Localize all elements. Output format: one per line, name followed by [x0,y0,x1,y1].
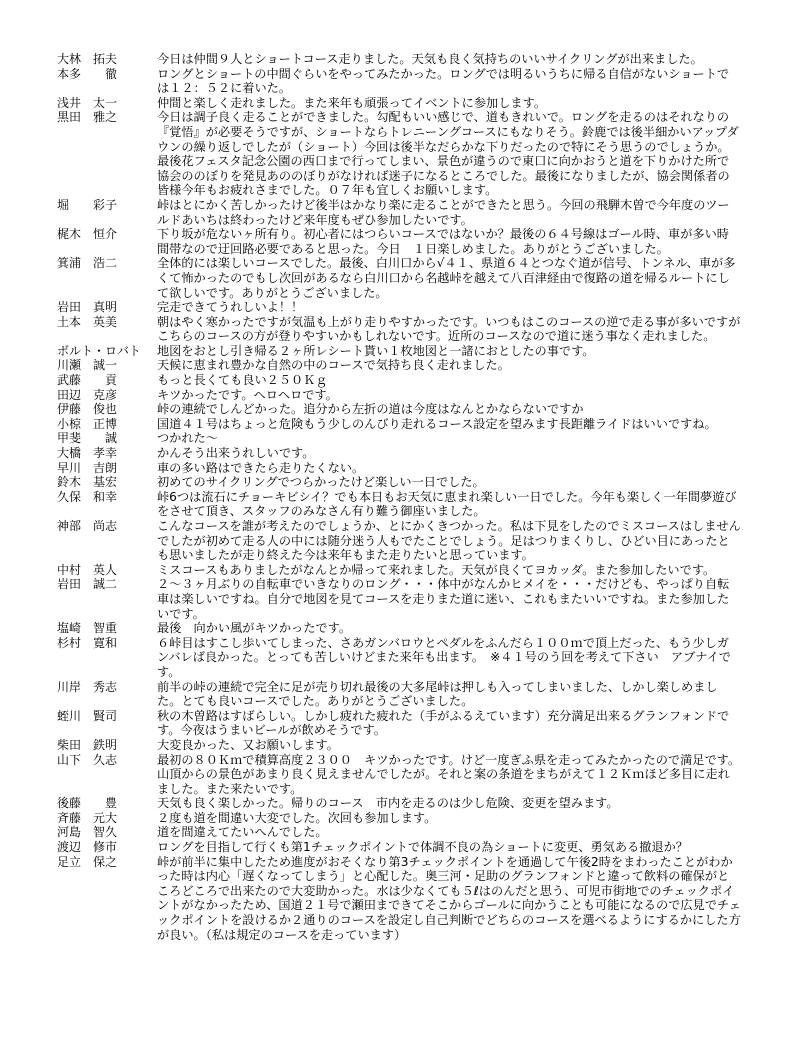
participant-name: 中村 英人 [57,562,118,577]
comment-entry [0,227,803,256]
comment-entry [0,402,803,417]
comment-entry [0,417,803,432]
participant-name: 梶木 恒介 [57,227,118,242]
participant-name: 田辺 克彦 [57,387,118,402]
participant-name: 神部 尚志 [57,519,118,533]
comment-entry [0,67,803,96]
participant-name: 甲斐 誠 [57,431,118,446]
comment-entry [0,855,803,943]
comment-entry [0,373,803,388]
comment-entry [0,461,803,476]
participant-comment: 下り坂が危ないヶ所有り。初心者にはつらいコースではないか？最後の６４号線はゴール時、車が多い時間帯なので迂回路必要であると思った。今日 １日楽しめました。ありがとうございました。 [157,227,729,256]
comment-entry [0,563,803,578]
comment-entry [0,358,803,373]
participant-name: 浅井 太一 [57,95,118,110]
comment-entry [0,96,803,111]
comment-list [0,52,803,942]
comment-entry [0,300,803,315]
participant-comment: ミスコースもありましたがなんとか帰って来れました。天気が良くてヨカッダ。また参加したいです。 [157,562,716,577]
participant-name: 鈴木 基宏 [57,475,118,490]
participant-comment: 朝はやく寒かったですが気温も上がり走りやすかったです。いつもはこのコースの逆で走る事が多いですがこちらのコースの方が登りやすいかもしれないです。近所のコースなので道に迷う事なく走れました。 [157,314,741,344]
comment-entry [0,52,803,67]
participant-comment: 峠の連続でしんどかった。追分から左折の道は今度はなんとかならないですか [157,402,584,417]
participant-comment: ロングとショートの中間ぐらいをやってみたかった。ロングでは明るいうちに帰る自信がないショートでは１２：５２に着いた。 [157,66,730,96]
participant-name: 早川 吉朗 [57,460,118,475]
participant-name: 大林 拓夫 [57,52,118,66]
participant-name: 土本 英美 [57,314,118,329]
participant-name: 河島 智久 [57,825,118,840]
participant-comment: 道を間違えてたいへんでした。 [157,825,328,840]
comment-entry [0,446,803,461]
participant-comment: 全体的には楽しいコースでした。最後、白川口から√４１、県道６４とつなぐ道が信号、トンネル、車が多くて怖かったのでもし次回があるなら白川口から名越峠を越えて八百津経由で復路の道を帰るルートにして欲しいです。ありがとうございました。 [157,256,736,300]
comment-entry [0,825,803,840]
participant-name: 斉藤 元大 [57,810,118,825]
participant-comment: 最後 向かい風がキツかったです。 [157,621,352,636]
comment-entry [0,840,803,855]
participant-name: ボルト・ロバト [57,343,141,358]
participant-name: 久保 和幸 [57,489,118,504]
participant-comment: ロングを目指して行くも第1チェックポイントで体調不良の為ショートに変更、勇気ある撤退か？ [157,840,688,855]
participant-name: 山下 久志 [57,752,118,767]
participant-comment: 国道４１号はちょっと危険もう少しのんびり走れるコース設定を望みます長距離ライドはいいですね。 [157,416,717,431]
participant-name: 柴田 鉄明 [57,737,118,752]
participant-name: 岩田 真明 [57,300,118,315]
comment-entry [0,198,803,227]
participant-name: 堀 彩子 [57,197,118,212]
participant-comment: 峠6つは流石にチョーキビシイ？でも本日もお天気に恵まれ楽しい一日でした。今年も楽しく一年間夢遊びをさせて頂き、スタッフのみなさん有り難う御座いました。 [157,489,737,519]
participant-comment: 秋の木曽路はすばらしい。しかし疲れた疲れた（手がふるえています）充分満足出来るグランフォンドです。今夜はうまいビールが飲めそうです。 [157,708,730,738]
comment-entry [0,753,803,797]
comment-entry [0,636,803,680]
participant-name: 大橋 孝幸 [57,446,118,461]
comment-entry [0,796,803,811]
participant-comment: 今日は仲間９人とショートコース走りました。天気も良く気持ちのいいサイクリングが出来ました。 [157,52,703,66]
participant-comment: こんなコースを誰が考えたのでしょうか、とにかくきつかった。私は下見をしたのでミスコースはしませんでしたが初めて走る人の中には随分迷う人もでたことでしょう。足はつりまくりし、ひどい目にあったとも思いましたが走り終えた今は来年もまた走りたいと思っています。 [157,519,741,563]
participant-comment: もっと長くても良い２５０Ｋｇ [157,373,328,388]
participant-comment: つかれた～ [157,431,218,446]
participant-comment: 天候に恵まれ豊かな自然の中のコースで気持ち良く走れました。 [157,358,510,373]
participant-name: 武藤 貢 [57,373,118,388]
comment-entry [0,475,803,490]
comment-entry [0,344,803,359]
participant-comment: ６峠目はすこし歩いてしまった、さあガンバロウとペダルをふんだら１００ｍで頂上だった、もう少しガンバレば良かった。とっても苦しいけどまた来年も出ます。 ※４１号のう回を考えて下さい アブナイです。 [157,635,731,679]
comment-entry [0,256,803,300]
comment-entry [0,621,803,636]
comment-entry [0,388,803,403]
participant-comment: 完走できてうれしいよ！！ [157,300,304,315]
participant-comment: 峠が前半に集中したため進度がおそくなり第3チェックポイントを通過して午後2時をまわったことがわかった時は内心「遅くなってしまう」と心配した。奥三河・足助のグランフォンドと違って飲料の確保がところどころで出来たので大変助かった。水は少なくても５ℓはのんだと思う、可児市街地でのチェックポイントがなかったため、国道２１号で瀬田まできてそこからゴールに向かうことも可能になるので広見でチェックポイントを設けるか２通りのコースを設定し自己判断でどちらのコースを選べるようにするかにした方が良い。（私は規定のコースを走っています） [157,854,741,942]
participant-name: 黒田 雅之 [57,110,118,125]
participant-comment: キツかったです。ヘロヘロです。 [157,387,338,402]
participant-name: 川瀬 誠一 [57,358,118,373]
participant-comment: 仲間と楽しく走れました。また来年も頑張ってイベントに参加します。 [157,95,547,110]
participant-name: 後藤 豊 [57,796,118,811]
participant-comment: 今日は調子良く走ることができました。勾配もいい感じで、道もきれいで。ロングを走るのはそれなりの『覚悟』が必要そうですが、ショートならトレニーングコースにもなりそう。鈴鹿では後半細かいアップダウンの繰り返しでしたが（ショート）今回は後半なだらかな下りだったので特にそう思うのでしょうか。最後花フェスタ記念公園の西口まで行ってしまい、景色が違うので東口に向かおうと道を下りかけた所で協会ののぼりを発見あののぼりがなければ迷子になるところでした。最後になりましたが、協会関係者の皆様今年もお疲れさまでした。０７年も宜しくお願いします。 [157,110,739,198]
participant-name: 伊藤 俊也 [57,402,118,417]
participant-comment: ２度も道を間違い大変でした。次回も参加します。 [157,810,437,825]
comment-entry [0,431,803,446]
participant-name: 蛭川 賢司 [57,708,118,723]
participant-comment: 車の多い路はできたら走りたくない。 [157,460,365,475]
comment-entry [0,519,803,563]
participant-comment: 最初の８０Ｋｍで積算高度２３００ キツかったです。けど一度ぎふ県を走ってみたかったので満足です。山頂からの景色があまり良く見えませんでしたが。それと案の条道をまちがえて１２Ｋｍほど多目に走れました。また来たいです。 [157,752,741,796]
participant-name: 足立 保之 [57,854,118,869]
participant-comment: 天気も良く楽しかった。帰りのコース 市内を走るのは少し危険、変更を望みます。 [157,796,619,811]
participant-comment: 大変良かった、又お願いします。 [157,737,339,752]
participant-name: 岩田 誠二 [57,577,118,592]
participant-name: 杉村 寛和 [57,635,118,650]
comment-entry [0,577,803,621]
comment-entry [0,490,803,519]
comment-entry [0,315,803,344]
participant-comment: かんそう出来うれしいです。 [157,446,315,461]
participant-name: 渡辺 修市 [57,840,118,855]
comment-entry [0,738,803,753]
participant-comment: 初めてのサイクリングでつらかったけど楽しい一日でした。 [157,475,485,490]
comment-entry [0,811,803,826]
participant-name: 塩崎 智重 [57,621,118,636]
comment-entry [0,709,803,738]
participant-name: 箕浦 浩二 [57,256,118,271]
participant-comment: ２～３ヶ月ぶりの自転車でいきなりのロング・・・体中がなんかヒメイを・・・だけども、やっぱり自転車は楽しいですね。自分で地図を見てコースを走りまた道に迷い、これもまたいいですね。また参加したいです。 [157,577,730,621]
participant-name: 本多 徹 [57,66,118,81]
comment-entry [0,110,803,198]
participant-comment: 地図をおとし引き帰る２ヶ所レシート貰い１枚地図と一諸におとしたの事です。 [157,343,595,358]
participant-comment: 峠はとにかく苦しかったけど後半はかなり楽に走ることができたと思う。今回の飛騨木曽で今年度のツールドあいちは終わったけど来年度もぜひ参加したいです。 [157,197,730,227]
participant-comment: 前半の峠の連続で完全に足が売り切れ最後の大多尾峠は押しも入ってしまいました、しかし楽しめました。とても良いコースでした。ありがとうございました。 [157,679,718,709]
participant-name: 小椋 正博 [57,416,118,431]
comment-entry [0,680,803,709]
participant-name: 川岸 秀志 [57,679,118,694]
